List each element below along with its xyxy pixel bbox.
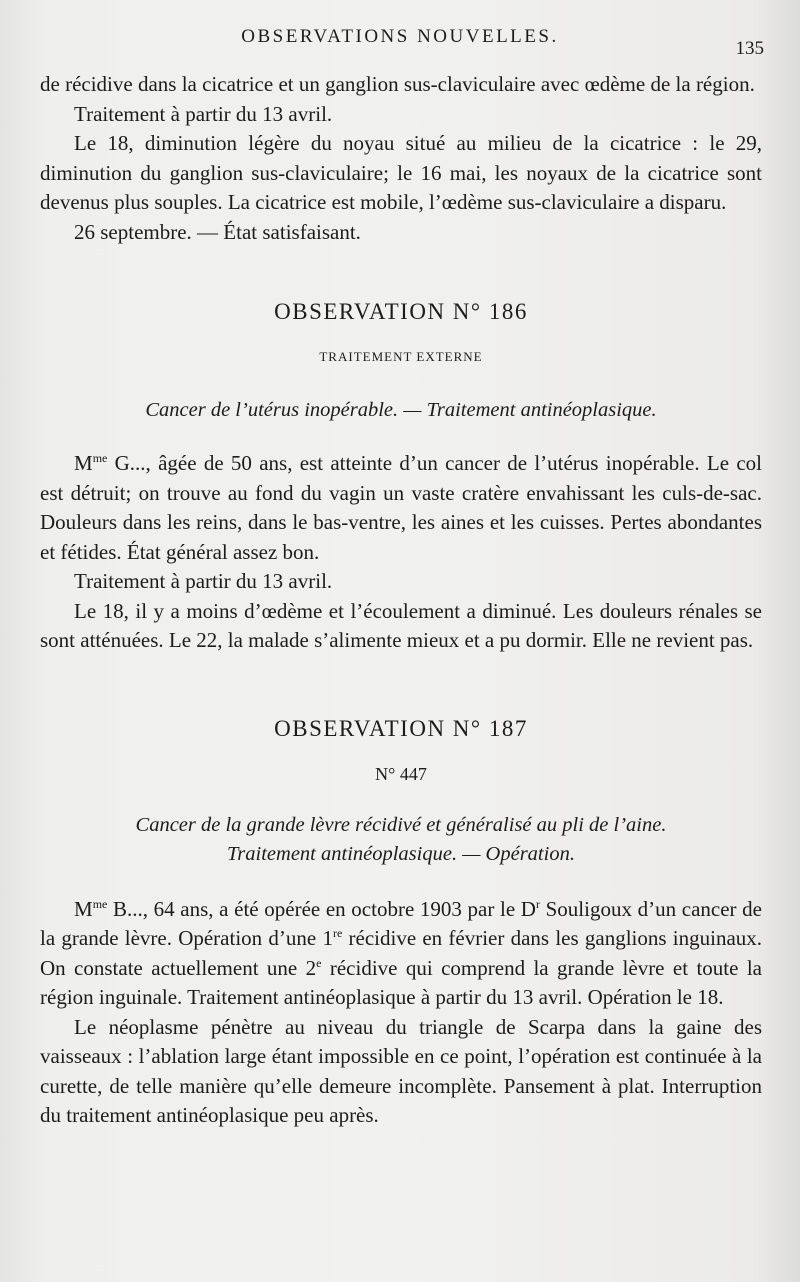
case-title-line-2: Traitement antinéoplasique. — Opération. xyxy=(227,842,575,865)
page-body xyxy=(40,70,762,1131)
paragraph: de récidive dans la cicatrice et un ganglion sus-claviculaire avec œdème de la région. xyxy=(40,72,755,96)
text-run: récidive en février dans les ganglions inguinaux. On constate actuellement une 2 xyxy=(40,926,763,980)
text-run: récidive qui comprend la grande lèvre et toute la région inguinale. Traitement antinéoplasique à partir du 13 avril. Opération le 18. xyxy=(40,955,762,1009)
text-run: Souligoux d’un cancer de la grande lèvre. Opération d’une 1 xyxy=(40,896,762,950)
observation-187 xyxy=(40,716,762,1131)
paragraph: Traitement à partir du 13 avril. xyxy=(74,569,333,593)
paragraph: Le néoplasme pénètre au niveau du triangle de Scarpa dans la gaine des vaisseaux : l’ablation large étant impossible en ce point, l’opération est continuée à la curette, de telle manière qu’elle demeure incomplète. Pansement à plat. Interruption du traitement antinéoplasique peu après. xyxy=(40,1014,762,1127)
superscript: me xyxy=(92,896,108,911)
paragraph: Le 18, diminution légère du noyau situé au milieu de la cicatrice : le 29, diminution du ganglion sus-claviculaire; le 16 mai, les noyaux de la cicatrice sont devenus plus souples. La cicatrice est mobile, l’œdème sus-claviculaire a disparu. xyxy=(40,131,762,214)
superscript: e xyxy=(316,955,322,970)
text-run: B..., 64 ans, a été opérée en octobre 1903 par le D xyxy=(107,896,536,921)
observation-subtitle: TRAITEMENT EXTERNE xyxy=(319,349,483,364)
case-title-line-1: Cancer de la grande lèvre récidivé et généralisé au pli de l’aine. xyxy=(135,813,667,836)
paragraph: Le 18, il y a moins d’œdème et l’écoulement a diminué. Les douleurs rénales se sont atténuées. Le 22, la malade s’alimente mieux et a pu dormir. Elle ne revient pas. xyxy=(40,598,762,652)
case-title: Cancer de l’utérus inopérable. — Traitement antinéoplasique. xyxy=(145,399,657,421)
paragraph: 26 septembre. — État satisfaisant. xyxy=(74,219,361,244)
paragraph-text: G..., âgée de 50 ans, est atteinte d’un cancer de l’utérus inopérable. Le col est détruit; on trouve au fond du vagin un vaste cratère envahissant les culs-de-sac. Douleurs dans les reins, dans le bas-ventre, les aines et les cuisses. Pertes abondantes et fétides. État général assez bon. xyxy=(40,451,762,564)
superscript: r xyxy=(535,896,540,911)
previous-observation-continuation xyxy=(40,70,762,247)
abbreviation: M xyxy=(74,451,93,475)
observation-number: N° 447 xyxy=(375,763,427,784)
superscript: re xyxy=(332,926,343,940)
superscript: me xyxy=(92,451,108,465)
running-head: OBSERVATIONS NOUVELLES. xyxy=(241,26,559,47)
observation-title: OBSERVATION N° 187 xyxy=(274,715,528,741)
paragraph xyxy=(40,895,762,1013)
observation-186 xyxy=(40,299,762,656)
paragraph: Traitement à partir du 13 avril. xyxy=(74,101,333,126)
text-run: M xyxy=(74,896,93,921)
observation-title: OBSERVATION N° 186 xyxy=(274,299,528,324)
paragraph xyxy=(40,449,762,567)
page-number: 135 xyxy=(735,38,764,59)
